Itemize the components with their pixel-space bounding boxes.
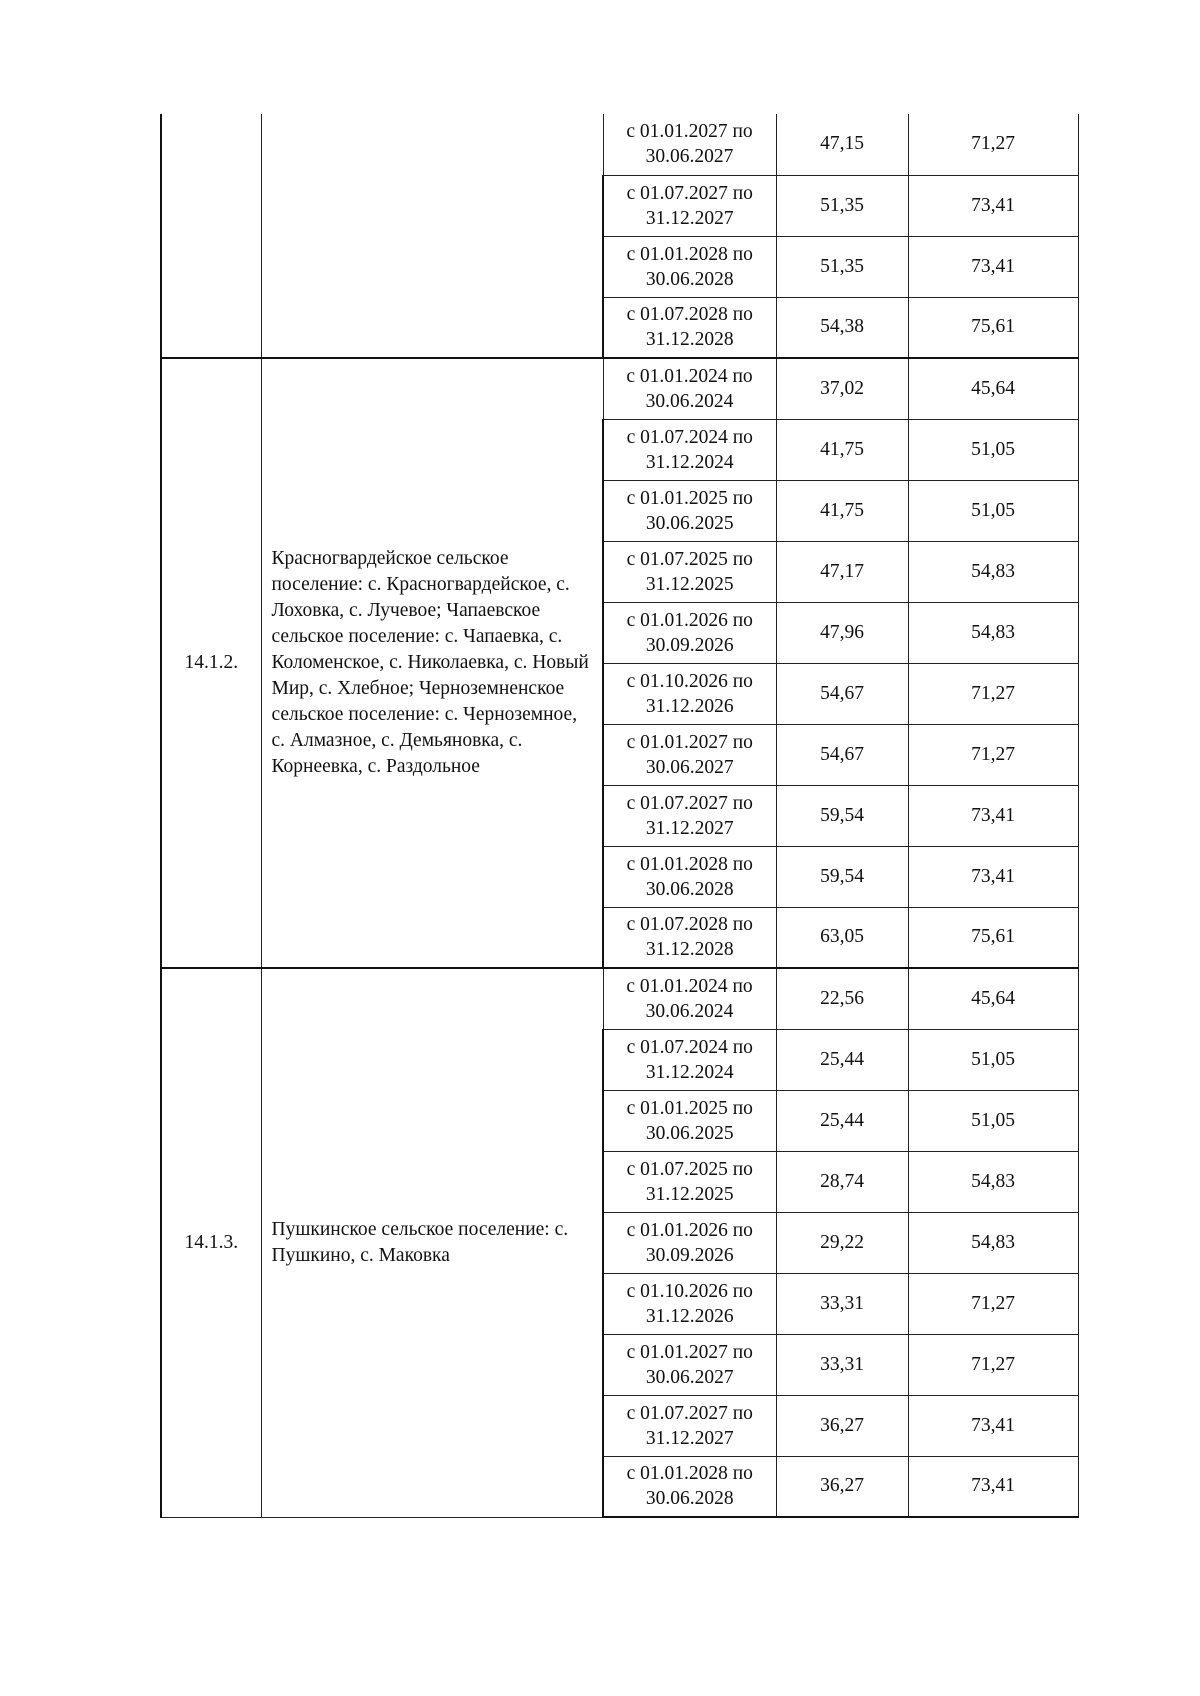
period-cell: с 01.01.2024 по 30.06.2024 [603, 968, 776, 1029]
settlement-cell [261, 114, 603, 358]
period-cell: с 01.07.2028 по 31.12.2028 [603, 297, 776, 358]
tariff-value-cell: 25,44 [776, 1090, 908, 1151]
tariff-value-with-vat-cell: 71,27 [908, 724, 1078, 785]
period-cell: с 01.07.2028 по 31.12.2028 [603, 907, 776, 968]
period-cell: с 01.10.2026 по 31.12.2026 [603, 663, 776, 724]
table-row [161, 968, 1078, 1029]
tariff-value-with-vat-cell: 45,64 [908, 358, 1078, 419]
tariff-value-cell: 33,31 [776, 1334, 908, 1395]
period-cell: с 01.07.2027 по 31.12.2027 [603, 175, 776, 236]
tariff-value-cell: 28,74 [776, 1151, 908, 1212]
tariff-value-with-vat-cell: 71,27 [908, 114, 1078, 175]
period-cell: с 01.01.2028 по 30.06.2028 [603, 846, 776, 907]
tariff-value-cell: 59,54 [776, 846, 908, 907]
tariff-value-with-vat-cell: 51,05 [908, 1090, 1078, 1151]
period-cell: с 01.01.2026 по 30.09.2026 [603, 1212, 776, 1273]
tariff-value-with-vat-cell: 71,27 [908, 1273, 1078, 1334]
tariff-value-cell: 33,31 [776, 1273, 908, 1334]
item-number-cell: 14.1.3. [161, 968, 261, 1517]
period-cell: с 01.07.2024 по 31.12.2024 [603, 419, 776, 480]
tariff-value-cell: 63,05 [776, 907, 908, 968]
tariff-value-with-vat-cell: 73,41 [908, 846, 1078, 907]
settlement-cell: Красногвардейское сельское поселение: с. Красногвардейское, с. Лоховка, с. Лучевое; Чапаевское сельское поселение: с. Чапаевка, с. Коломенское, с. Николаевка, с. Новый Мир, с. Хлебное; Черноземненское сельское поселение: с. Черноземное, с. Алмазное, с. Демьяновка, с. Корнеевка, с. Раздольное [261, 358, 603, 968]
tariff-value-cell: 54,67 [776, 663, 908, 724]
tariff-value-cell: 54,67 [776, 724, 908, 785]
tariff-value-cell: 41,75 [776, 419, 908, 480]
period-cell: с 01.07.2027 по 31.12.2027 [603, 1395, 776, 1456]
table-row [161, 114, 1078, 175]
tariff-value-with-vat-cell: 54,83 [908, 602, 1078, 663]
tariff-value-cell: 36,27 [776, 1456, 908, 1517]
period-cell: с 01.10.2026 по 31.12.2026 [603, 1273, 776, 1334]
tariff-value-cell: 37,02 [776, 358, 908, 419]
period-cell: с 01.01.2024 по 30.06.2024 [603, 358, 776, 419]
tariff-value-cell: 25,44 [776, 1029, 908, 1090]
period-cell: с 01.07.2027 по 31.12.2027 [603, 785, 776, 846]
item-number-cell [161, 114, 261, 358]
settlement-cell: Пушкинское сельское поселение: с. Пушкино, с. Маковка [261, 968, 603, 1517]
period-cell: с 01.01.2025 по 30.06.2025 [603, 480, 776, 541]
tariff-value-with-vat-cell: 73,41 [908, 1395, 1078, 1456]
period-cell: с 01.01.2027 по 30.06.2027 [603, 1334, 776, 1395]
tariff-value-with-vat-cell: 73,41 [908, 1456, 1078, 1517]
tariff-value-with-vat-cell: 73,41 [908, 785, 1078, 846]
period-cell: с 01.07.2024 по 31.12.2024 [603, 1029, 776, 1090]
tariff-value-with-vat-cell: 54,83 [908, 1212, 1078, 1273]
period-cell: с 01.07.2025 по 31.12.2025 [603, 1151, 776, 1212]
tariff-value-with-vat-cell: 73,41 [908, 236, 1078, 297]
period-cell: с 01.01.2028 по 30.06.2028 [603, 1456, 776, 1517]
tariff-value-cell: 29,22 [776, 1212, 908, 1273]
tariff-value-cell: 54,38 [776, 297, 908, 358]
tariff-value-with-vat-cell: 71,27 [908, 1334, 1078, 1395]
tariff-value-cell: 47,17 [776, 541, 908, 602]
tariff-value-with-vat-cell: 75,61 [908, 907, 1078, 968]
item-number-cell: 14.1.2. [161, 358, 261, 968]
tariff-value-cell: 41,75 [776, 480, 908, 541]
tariff-value-with-vat-cell: 75,61 [908, 297, 1078, 358]
table-row [161, 358, 1078, 419]
tariff-value-cell: 47,96 [776, 602, 908, 663]
tariff-value-with-vat-cell: 54,83 [908, 541, 1078, 602]
period-cell: с 01.01.2025 по 30.06.2025 [603, 1090, 776, 1151]
period-cell: с 01.01.2027 по 30.06.2027 [603, 114, 776, 175]
tariff-value-cell: 59,54 [776, 785, 908, 846]
tariff-value-cell: 22,56 [776, 968, 908, 1029]
tariff-value-cell: 36,27 [776, 1395, 908, 1456]
tariff-value-cell: 51,35 [776, 236, 908, 297]
period-cell: с 01.01.2027 по 30.06.2027 [603, 724, 776, 785]
period-cell: с 01.01.2026 по 30.09.2026 [603, 602, 776, 663]
tariff-value-with-vat-cell: 71,27 [908, 663, 1078, 724]
tariff-table-body [161, 114, 1078, 1517]
tariff-value-with-vat-cell: 73,41 [908, 175, 1078, 236]
tariff-value-with-vat-cell: 51,05 [908, 1029, 1078, 1090]
tariff-value-with-vat-cell: 51,05 [908, 419, 1078, 480]
tariff-table [160, 114, 1079, 1518]
tariff-value-with-vat-cell: 51,05 [908, 480, 1078, 541]
period-cell: с 01.01.2028 по 30.06.2028 [603, 236, 776, 297]
tariff-value-with-vat-cell: 45,64 [908, 968, 1078, 1029]
tariff-value-cell: 47,15 [776, 114, 908, 175]
tariff-value-cell: 51,35 [776, 175, 908, 236]
period-cell: с 01.07.2025 по 31.12.2025 [603, 541, 776, 602]
tariff-value-with-vat-cell: 54,83 [908, 1151, 1078, 1212]
